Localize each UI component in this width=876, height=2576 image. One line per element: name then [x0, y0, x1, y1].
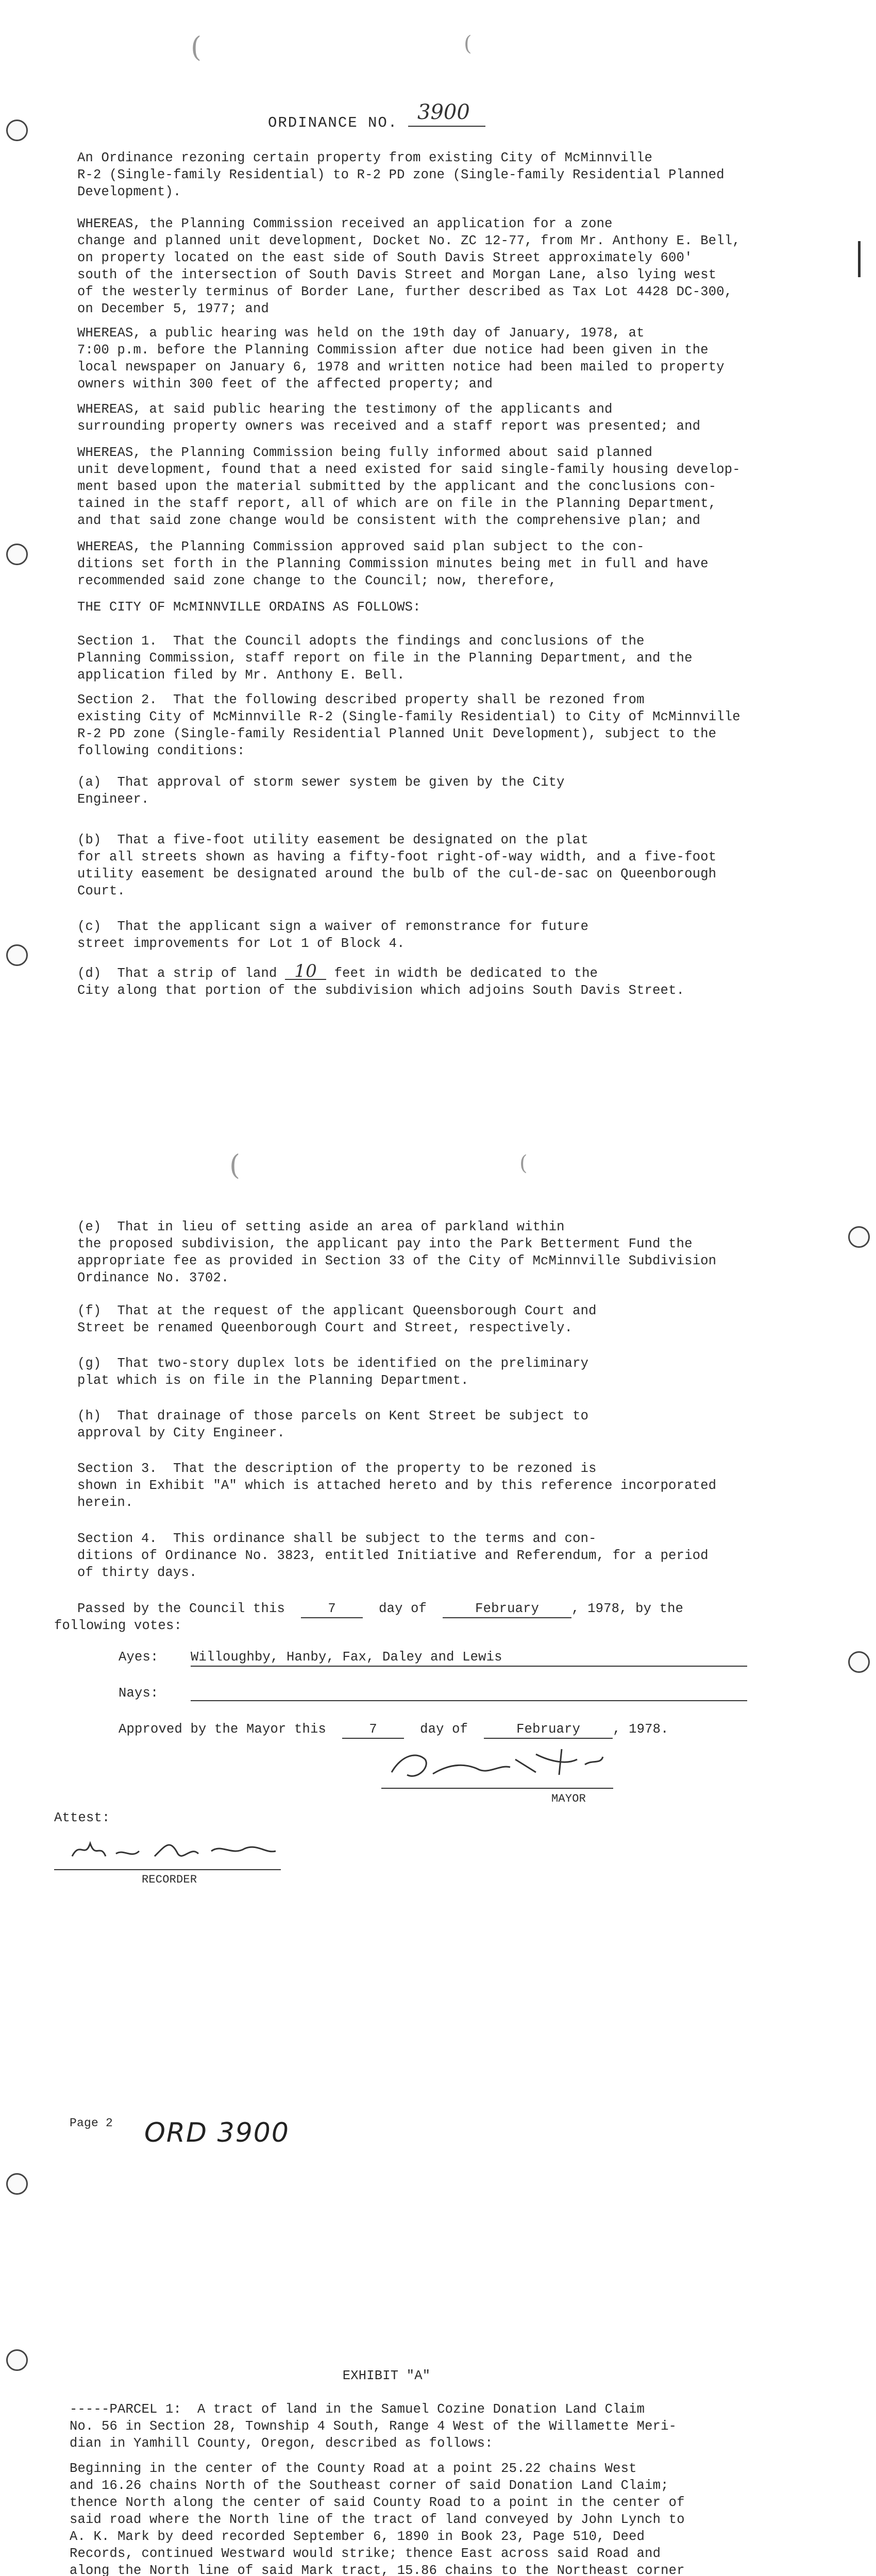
page-2 [0, 1123, 876, 2246]
mayor-signature [381, 1744, 613, 1788]
passed-line [77, 1600, 763, 1618]
ayes-value: Willoughby, Hanby, Fax, Daley and Lewis [191, 1649, 747, 1667]
punch-hole [6, 544, 28, 565]
scan-mark: ( [464, 32, 472, 56]
parcel-1-body: Beginning in the center of the County Road at a point 25.22 chains West and 16.26 chains North of the Southeast corner of said Donation Land Claim; thence North along the center of said County Road to a point in the center of said road where the North line of the tract of land conveyed by John Lynch to A. K. Mark by deed recorded September 6, 1890 in Book 23, Page 510, Deed Records, continued Westward would strike; thence East across said Road and along the North line of said Mark tract, 15.86 chains to the Northeast corner [70, 2461, 685, 2576]
condition-g: (g) That two-story duplex lots be identified on the preliminary plat which is on file in the Planning Department. [77, 1356, 589, 1388]
section-3: Section 3. That the description of the property to be rezoned is shown in Exhibit "A" which is attached hereto and by this reference incorporated herein. [77, 1461, 717, 1510]
condition-a: (a) That approval of storm sewer system be given by the City Engineer. [77, 775, 565, 807]
whereas-paragraph-5: WHEREAS, the Planning Commission approved said plan subject to the con- ditions set forth in the Planning Commission minutes being met in full and have recommended said zone change to the Council; now, therefore, [77, 539, 709, 588]
ordinance-label: ORDINANCE NO. [268, 114, 398, 131]
section-1: Section 1. That the Council adopts the findings and conclusions of the Planning Commission, staff report on file in the Planning Department, and the application filed by Mr. Anthony E. Bell. [77, 634, 693, 683]
ordinance-number: 3900 [417, 100, 470, 124]
margin-bar [858, 241, 861, 277]
condition-b: (b) That a five-foot utility easement be designated on the plat for all streets shown as having a fifty-foot right-of-way width, and a five-foot utility easement be designated around the bulb of the cul-de-sac on Queenborough Court. [77, 833, 717, 899]
page-number: Page 2 [70, 2116, 113, 2130]
punch-hole [848, 1226, 870, 1248]
page-3 [0, 2246, 876, 2576]
intro-paragraph: An Ordinance rezoning certain property from existing City of McMinnville R-2 (Single-family Residential) to R-2 PD zone (Single-family Residential Planned Development). [77, 150, 725, 199]
condition-d [77, 963, 763, 999]
approved-day: 7 [342, 1721, 404, 1739]
approved-pre: Approved by the Mayor this [119, 1722, 327, 1737]
mayor-label: MAYOR [551, 1792, 586, 1805]
passed-mid: day of [379, 1601, 427, 1616]
condition-d-fill: 10 [285, 963, 326, 980]
passed-month: February [443, 1600, 571, 1618]
condition-c: (c) That the applicant sign a waiver of remonstrance for future street improvements for Lot 1 of Block 4. [77, 919, 589, 951]
scan-mark: ( [519, 1151, 528, 1175]
approved-line [119, 1721, 804, 1739]
nays-line [191, 1700, 747, 1701]
punch-hole [848, 1651, 870, 1673]
condition-d-pre: (d) That a strip of land [77, 966, 285, 981]
condition-f: (f) That at the request of the applicant Queensborough Court and Street be renamed Queenborough Court and Street, respectively. [77, 1303, 597, 1335]
exhibit-title: EXHIBIT "A" [342, 2368, 431, 2383]
mayor-line [381, 1788, 613, 1789]
punch-hole [6, 944, 28, 966]
passed-pre: Passed by the Council this [77, 1601, 285, 1616]
ordains-heading: THE CITY OF McMINNVILLE ORDAINS AS FOLLOWS: [77, 600, 421, 615]
scan-mark: ( [229, 1149, 241, 1181]
page-1 [0, 0, 876, 1123]
approved-mid: day of [420, 1722, 468, 1737]
whereas-paragraph-2: WHEREAS, a public hearing was held on the 19th day of January, 1978, at 7:00 p.m. before the Planning Commission after due notice had been given in the local newspaper on January 6, 1978 and written notice had been mailed to property owners within 300 feet of the affected property; and [77, 326, 725, 392]
whereas-paragraph-4: WHEREAS, the Planning Commission being fully informed about said planned unit development, found that a need existed for said single-family housing develop- ment based upon the material submitted by the applicant and the conclusions con- tained in the staff report, all of which are on file in the Planning Department, and that said zone change would be consistent with the comprehensive plan; and [77, 445, 740, 528]
attest-label: Attest: [54, 1810, 110, 1825]
parcel-1-intro: -----PARCEL 1: A tract of land in the Samuel Cozine Donation Land Claim No. 56 in Section 28, Township 4 South, Range 4 West of the Willamette Meri- dian in Yamhill County, Oregon, described as follows: [70, 2402, 677, 2451]
approved-month: February [484, 1721, 613, 1739]
recorder-label: RECORDER [142, 1873, 197, 1886]
condition-h: (h) That drainage of those parcels on Kent Street be subject to approval by City Engineer. [77, 1409, 589, 1440]
condition-e: (e) That in lieu of setting aside an area of parkland within the proposed subdivision, the applicant pay into the Park Betterment Fund the appropriate fee as provided in Section 33 of the City of McMinnville Subdivision Ordinance No. 3702. [77, 1219, 717, 1285]
punch-hole [6, 120, 28, 141]
punch-hole [6, 2173, 28, 2195]
section-4: Section 4. This ordinance shall be subject to the terms and con- ditions of Ordinance No. 3823, entitled Initiative and Referendum, for a period of thirty days. [77, 1531, 709, 1580]
condition-d-post: feet in width be dedicated to the City along that portion of the subdivision which adjoins South Davis Street. [77, 966, 685, 998]
recorder-line [54, 1869, 281, 1870]
passed-tail: following votes: [54, 1618, 182, 1633]
passed-year: , 1978, by the [571, 1601, 684, 1616]
passed-day: 7 [301, 1600, 363, 1618]
whereas-paragraph-3: WHEREAS, at said public hearing the testimony of the applicants and surrounding property owners was received and a staff report was presented; and [77, 402, 701, 434]
scan-mark: ( [191, 31, 202, 63]
recorder-signature [67, 1833, 283, 1869]
handwritten-ordinance-number: ORD 3900 [144, 2117, 290, 2148]
whereas-paragraph-1: WHEREAS, the Planning Commission received an application for a zone change and planned unit development, Docket No. ZC 12-77, from Mr. Anthony E. Bell, on property located on the east side of South Davis Street approximately 600' south of the intersection of South Davis Street and Morgan Lane, also lying west of the westerly terminus of Border Lane, further described as Tax Lot 4428 DC-300, on December 5, 1977; and [77, 216, 740, 316]
ayes-label: Ayes: [119, 1650, 159, 1665]
approved-year: , 1978. [613, 1722, 669, 1737]
nays-label: Nays: [119, 1686, 159, 1701]
section-2: Section 2. That the following described property shall be rezoned from existing City of McMinnville R-2 (Single-family Residential) to City of McMinnville R-2 PD zone (Single-family Residential Planned Unit Development), subject to the following conditions: [77, 692, 740, 758]
